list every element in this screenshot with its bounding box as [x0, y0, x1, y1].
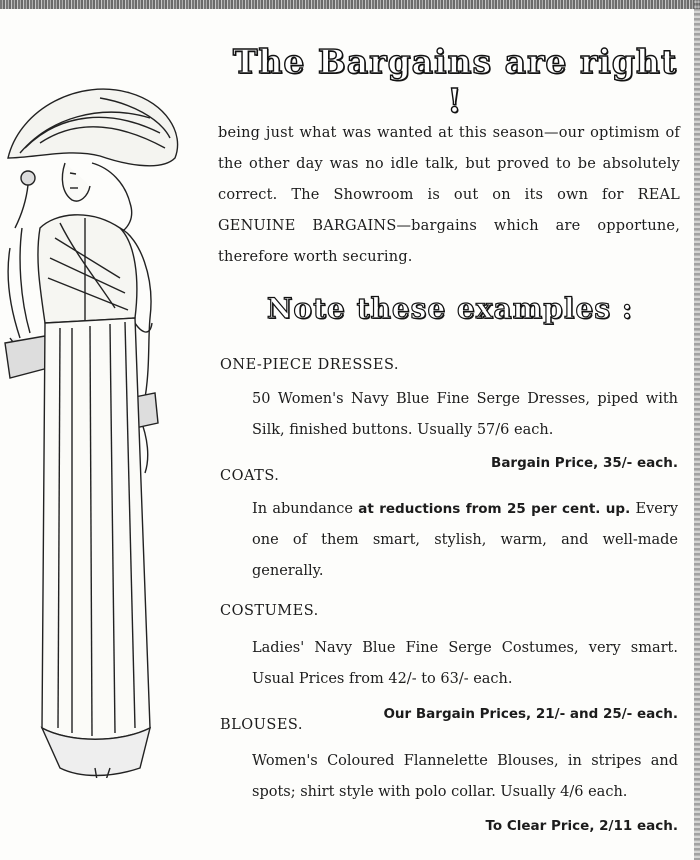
coats-text-bold: at reductions from 25 per cent. up.	[358, 501, 631, 517]
section-heading-coats: COATS.	[220, 468, 280, 484]
section-heading-costumes: COSTUMES.	[220, 603, 319, 619]
right-border	[694, 0, 700, 860]
coats-text-intro: In abundance	[252, 501, 359, 517]
coats-text-rest: Every one of them smart, stylish, warm, and well-made generally.	[252, 501, 679, 579]
price-blouses: To Clear Price, 2/11 each.	[485, 818, 678, 834]
section-heading-dresses: ONE-PIECE DRESSES.	[220, 357, 400, 373]
price-costumes: Our Bargain Prices, 21/- and 25/- each.	[383, 706, 678, 722]
top-border	[0, 0, 700, 9]
price-dresses: Bargain Price, 35/- each.	[491, 455, 678, 471]
section-text-costumes: Ladies' Navy Blue Fine Serge Costumes, very smart. Usual Prices from 42/- to 63/- each.	[252, 640, 678, 687]
subheadline: Note these examples :	[266, 292, 634, 325]
headline: The Bargains are right !	[232, 42, 678, 120]
section-text-coats	[252, 494, 678, 587]
section-text-dresses: 50 Women's Navy Blue Fine Serge Dresses, piped with Silk, finished buttons. Usually 57/6 each.	[252, 391, 678, 438]
section-heading-blouses: BLOUSES.	[220, 717, 303, 733]
intro-paragraph: being just what was wanted at this season—our optimism of the other day was no idle talk, but proved to be absolutely correct. The Showroom is out on its own for REAL GENUINE BARGAINS—bargains which are opportune, therefore worth securing.	[218, 125, 680, 265]
section-text-blouses: Women's Coloured Flannelette Blouses, in stripes and spots; shirt style with polo collar. Usually 4/6 each.	[252, 753, 678, 800]
woman-illustration	[0, 78, 215, 778]
